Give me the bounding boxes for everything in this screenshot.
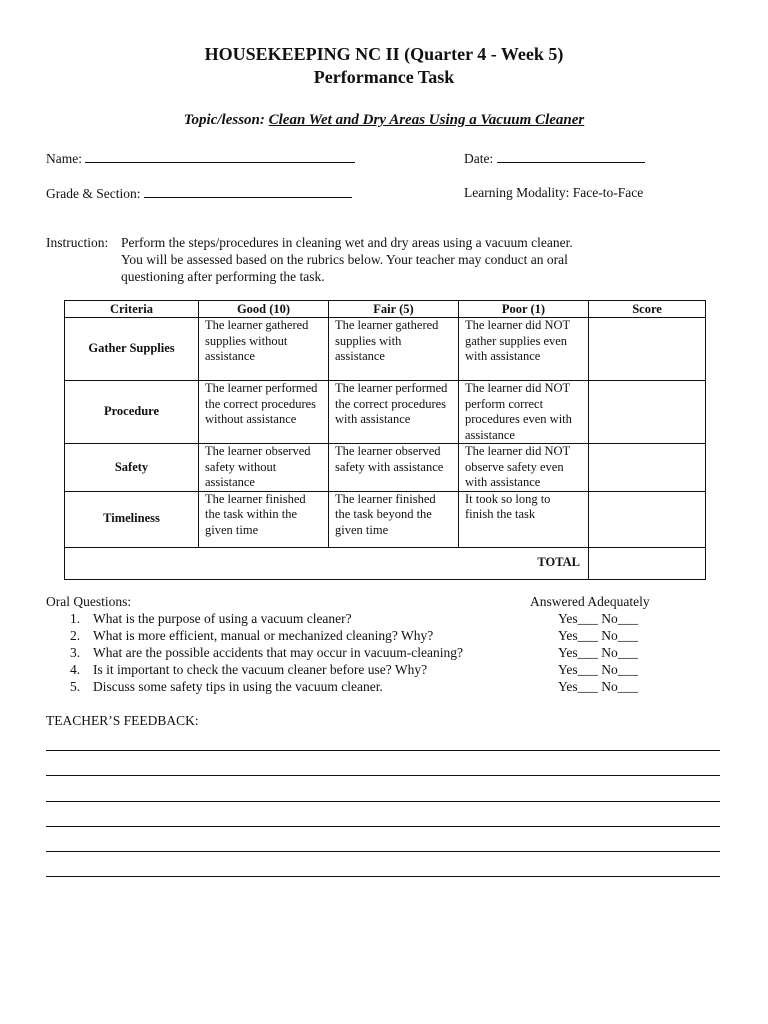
score-cell[interactable]	[589, 491, 706, 547]
question-text: What are the possible accidents that may occur in vacuum-cleaning?	[93, 645, 463, 660]
question-text: What is the purpose of using a vacuum cleaner?	[93, 611, 352, 626]
document-subtitle: Performance Task	[313, 67, 455, 87]
header-criteria: Criteria	[65, 301, 199, 318]
good-cell: The learner gathered supplies without assistance	[199, 318, 329, 381]
yes-no-answer[interactable]: Yes___ No___	[558, 662, 639, 677]
instruction-line-2: You will be assessed based on the rubrics below. Your teacher may conduct an oral	[121, 252, 568, 267]
rubric-table	[64, 300, 706, 580]
table-row	[65, 491, 706, 547]
header-fair: Fair (5)	[329, 301, 459, 318]
teachers-feedback-label: TEACHER’S FEEDBACK:	[46, 713, 199, 728]
date-label: Date:	[464, 151, 494, 166]
instruction-line-1: Perform the steps/procedures in cleaning wet and dry areas using a vacuum cleaner.	[121, 235, 573, 250]
header-good: Good (10)	[199, 301, 329, 318]
question-number: 1.	[70, 611, 81, 626]
instruction-label: Instruction:	[46, 235, 109, 250]
feedback-line[interactable]	[46, 876, 720, 877]
question-number: 5.	[70, 679, 81, 694]
poor-cell: The learner did NOT observe safety even with assistance	[459, 444, 589, 492]
oral-questions-label: Oral Questions:	[46, 594, 132, 609]
answered-adequately-label: Answered Adequately	[530, 594, 650, 609]
yes-no-answer[interactable]: Yes___ No___	[558, 679, 639, 694]
topic-line	[0, 112, 768, 129]
grade-section-label: Grade & Section:	[46, 186, 141, 201]
learning-modality: Learning Modality: Face-to-Face	[464, 185, 644, 200]
header-score: Score	[589, 301, 706, 318]
question-text: What is more efficient, manual or mechanized cleaning? Why?	[93, 628, 434, 643]
instruction-line-3: questioning after performing the task.	[121, 269, 325, 284]
score-cell[interactable]	[589, 318, 706, 381]
feedback-line[interactable]	[46, 775, 720, 776]
total-label: TOTAL	[65, 547, 589, 579]
score-cell[interactable]	[589, 381, 706, 444]
question-number: 3.	[70, 645, 81, 660]
criteria-cell: Safety	[65, 444, 199, 492]
name-label: Name:	[46, 151, 82, 166]
topic-label: Topic/lesson:	[183, 112, 265, 128]
feedback-line[interactable]	[46, 750, 720, 751]
fair-cell: The learner observed safety with assistance	[329, 444, 459, 492]
feedback-line[interactable]	[46, 801, 720, 802]
poor-cell: It took so long to finish the task	[459, 491, 589, 547]
good-cell: The learner performed the correct procedures without assistance	[199, 381, 329, 444]
yes-no-answer[interactable]: Yes___ No___	[558, 645, 639, 660]
question-number: 2.	[70, 628, 81, 643]
rubric-header-row	[65, 301, 706, 318]
poor-cell: The learner did NOT perform correct procedures even with assistance	[459, 381, 589, 444]
question-text: Discuss some safety tips in using the vacuum cleaner.	[93, 679, 383, 694]
name-blank[interactable]	[85, 150, 355, 163]
feedback-line[interactable]	[46, 851, 720, 852]
good-cell: The learner observed safety without assistance	[199, 444, 329, 492]
fair-cell: The learner finished the task beyond the given time	[329, 491, 459, 547]
criteria-cell: Procedure	[65, 381, 199, 444]
question-number: 4.	[70, 662, 81, 677]
yes-no-answer[interactable]: Yes___ No___	[558, 611, 639, 626]
topic-value: Clean Wet and Dry Areas Using a Vacuum Cleaner	[268, 112, 585, 128]
yes-no-answer[interactable]: Yes___ No___	[558, 628, 639, 643]
grade-section-field[interactable]	[46, 185, 352, 202]
total-score-cell[interactable]	[589, 547, 706, 579]
total-row	[65, 547, 706, 579]
header-poor: Poor (1)	[459, 301, 589, 318]
poor-cell: The learner did NOT gather supplies even with assistance	[459, 318, 589, 381]
criteria-cell: Timeliness	[65, 491, 199, 547]
criteria-cell: Gather Supplies	[65, 318, 199, 381]
feedback-line[interactable]	[46, 826, 720, 827]
good-cell: The learner finished the task within the given time	[199, 491, 329, 547]
fair-cell: The learner performed the correct procedures with assistance	[329, 381, 459, 444]
score-cell[interactable]	[589, 444, 706, 492]
name-field[interactable]	[46, 150, 355, 167]
fair-cell: The learner gathered supplies with assistance	[329, 318, 459, 381]
table-row	[65, 444, 706, 492]
question-text: Is it important to check the vacuum cleaner before use? Why?	[93, 662, 428, 677]
grade-section-blank[interactable]	[144, 185, 352, 198]
table-row	[65, 318, 706, 381]
table-row	[65, 381, 706, 444]
document-title: HOUSEKEEPING NC II (Quarter 4 - Week 5)	[204, 44, 564, 64]
date-field[interactable]	[464, 150, 645, 167]
date-blank[interactable]	[497, 150, 645, 163]
